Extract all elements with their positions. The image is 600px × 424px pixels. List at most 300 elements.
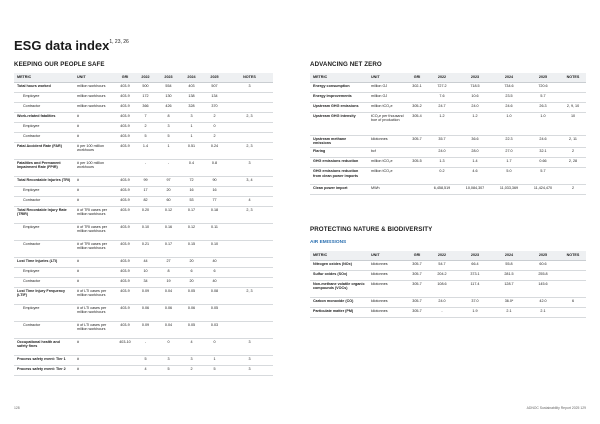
value-cell (560, 92, 586, 102)
value-cell: 507 (203, 82, 226, 92)
value-cell: 0 (203, 338, 226, 355)
value-cell: 6,458,519 (426, 185, 458, 195)
value-cell: 138 (180, 92, 203, 102)
unit-cell: # (74, 112, 116, 122)
value-cell: 145.6 (526, 280, 560, 297)
section-title-people-safe: KEEPING OUR PEOPLE SAFE (14, 61, 105, 68)
value-cell: 373.1 (458, 270, 492, 280)
value-cell: 0.06 (157, 304, 180, 321)
metric-cell: Energy consumption (310, 82, 368, 92)
value-cell: 403-9 (116, 196, 134, 206)
value-cell: 10,084,307 (458, 185, 492, 195)
value-cell: 500 (134, 82, 157, 92)
value-cell: 27 (157, 257, 180, 267)
value-cell: 35.7 (426, 135, 458, 148)
value-cell: 2 (203, 132, 226, 142)
value-cell: 3 (226, 355, 273, 365)
value-cell: 0.04 (157, 287, 180, 304)
metric-cell: GHG emissions reduction (310, 158, 368, 168)
metric-cell: Contractor (14, 132, 74, 142)
value-cell: 0.2 (426, 168, 458, 185)
value-cell: 0.05 (203, 304, 226, 321)
table-row (310, 260, 586, 270)
unit-cell: # (74, 267, 116, 277)
metric-cell: Contractor (14, 277, 74, 287)
value-cell: 0.10 (134, 223, 157, 240)
unit-cell: # (74, 355, 116, 365)
value-cell (560, 82, 586, 92)
value-cell: 0.17 (180, 206, 203, 223)
column-header: UNIT (74, 73, 116, 82)
value-cell: 10.6 (458, 92, 492, 102)
value-cell: 0.12 (180, 223, 203, 240)
value-cell: 305-4 (408, 112, 426, 135)
value-cell: 8 (157, 267, 180, 277)
value-cell: 204.2 (426, 270, 458, 280)
value-cell: 2 (560, 185, 586, 195)
metric-cell: Process safety event: Tier 2 (14, 365, 74, 375)
unit-cell: # per 100 million workhours (74, 142, 116, 159)
table-row (14, 287, 273, 304)
value-cell: 22.3 (492, 135, 526, 148)
column-header: UNIT (368, 73, 408, 82)
value-cell: 0.8 (203, 159, 226, 176)
value-cell: 11,033,369 (492, 185, 526, 195)
value-cell: 0.08 (203, 287, 226, 304)
table-row (310, 112, 586, 135)
table-row (14, 355, 273, 365)
column-header: 2025 (526, 73, 560, 82)
value-cell: 4 (134, 365, 157, 375)
value-cell: 19 (157, 277, 180, 287)
table-row (14, 82, 273, 92)
metric-cell: Contractor (14, 240, 74, 257)
unit-cell: # (74, 176, 116, 186)
value-cell: 1.4 (134, 142, 157, 159)
column-header: 2024 (492, 73, 526, 82)
value-cell (226, 321, 273, 338)
column-header: 2023 (458, 251, 492, 260)
table-row (14, 92, 273, 102)
metric-cell: Fatal Accident Rate (FAR) (14, 142, 74, 159)
table-row (310, 270, 586, 280)
value-cell: 3 (226, 338, 273, 355)
metric-cell: Flaring (310, 148, 368, 158)
subsection-title-air-emissions: AIR EMISSIONS (310, 240, 347, 245)
value-cell (560, 280, 586, 297)
unit-cell: million tCO₂e (368, 102, 408, 112)
section-title-net-zero: ADVANCING NET ZERO (310, 61, 382, 68)
value-cell: 10 (560, 112, 586, 135)
unit-cell: # (74, 338, 116, 355)
value-cell: 0.21 (134, 240, 157, 257)
value-cell: 403-9 (116, 92, 134, 102)
unit-cell: # (74, 257, 116, 267)
table-row (14, 321, 273, 338)
table-row (14, 196, 273, 206)
table-row (14, 277, 273, 287)
unit-cell: kilotonnes (368, 135, 408, 148)
metric-cell: Lost Time Injuries (LTI) (14, 257, 74, 267)
value-cell: 305-7 (408, 260, 426, 270)
table-row (310, 297, 586, 307)
table-row (14, 257, 273, 267)
value-cell: 305-2 (408, 102, 426, 112)
column-header: NOTES (226, 73, 273, 82)
value-cell: 2.1 (526, 307, 560, 317)
value-cell: 16 (203, 186, 226, 196)
value-cell: 5 (203, 365, 226, 375)
value-cell: 403-9 (116, 102, 134, 112)
metric-cell: Contractor (14, 321, 74, 338)
table-row (14, 240, 273, 257)
unit-cell: kilotonnes (368, 297, 408, 307)
value-cell: 720.6 (526, 82, 560, 92)
column-header: NOTES (560, 73, 586, 82)
value-cell: 130 (157, 92, 180, 102)
value-cell: 3, 4 (226, 176, 273, 186)
value-cell: 403-9 (116, 142, 134, 159)
value-cell: - (426, 307, 458, 317)
metric-cell: Employee (14, 122, 74, 132)
value-cell: 0.12 (157, 206, 180, 223)
net-zero-table (310, 73, 586, 195)
unit-cell: # of TRI cases per million workhours (74, 240, 116, 257)
value-cell: - (134, 338, 157, 355)
table-row (310, 135, 586, 148)
table-row (310, 102, 586, 112)
value-cell: 24.0 (426, 297, 458, 307)
value-cell: 5 (134, 355, 157, 365)
value-cell: 403-9 (116, 321, 134, 338)
value-cell: 2, 28 (560, 158, 586, 168)
metric-cell: Total hours worked (14, 82, 74, 92)
value-cell: 403-9 (116, 304, 134, 321)
column-header: 2025 (526, 251, 560, 260)
value-cell (226, 267, 273, 277)
value-cell: 403-9 (116, 176, 134, 186)
value-cell: 403-9 (116, 122, 134, 132)
value-cell: 255.8 (526, 270, 560, 280)
value-cell: 0.16 (157, 223, 180, 240)
value-cell: 20 (180, 277, 203, 287)
value-cell: 1.7 (492, 158, 526, 168)
value-cell: 305-7 (408, 270, 426, 280)
value-cell (226, 240, 273, 257)
metric-cell: Upstream GHG emissions (310, 102, 368, 112)
value-cell: 117.4 (458, 280, 492, 297)
column-header: GRI (116, 73, 134, 82)
people-safety-table (14, 73, 273, 376)
table-row (14, 112, 273, 122)
value-cell: 2 (180, 365, 203, 375)
unit-cell: # (74, 365, 116, 375)
value-cell: 77 (203, 196, 226, 206)
column-header: 2023 (458, 73, 492, 82)
value-cell: 403-9 (116, 112, 134, 122)
value-cell: 1 (180, 132, 203, 142)
value-cell: 403-9 (116, 206, 134, 223)
value-cell: 0.51 (180, 142, 203, 159)
column-header: METRIC (310, 251, 368, 260)
value-cell: 8 (157, 112, 180, 122)
value-cell: 305-7 (408, 307, 426, 317)
value-cell: 3 (226, 82, 273, 92)
value-cell: 6 (180, 267, 203, 277)
metric-cell: Total Recordable Injury Rate (TRIR) (14, 206, 74, 223)
value-cell (226, 102, 273, 112)
value-cell: 305-5 (408, 158, 426, 168)
table-row (14, 304, 273, 321)
value-cell: 0.10 (203, 240, 226, 257)
table-row (14, 102, 273, 112)
value-cell: 0.18 (203, 206, 226, 223)
value-cell: 5 (134, 132, 157, 142)
table-row (14, 206, 273, 223)
value-cell: 554 (157, 82, 180, 92)
unit-cell: # (74, 186, 116, 196)
table-row (310, 168, 586, 185)
value-cell: 328 (180, 102, 203, 112)
unit-cell: # (74, 132, 116, 142)
value-cell: 60.6 (526, 260, 560, 270)
column-header: UNIT (368, 251, 408, 260)
value-cell (408, 168, 426, 185)
value-cell (116, 355, 134, 365)
table-row (310, 148, 586, 158)
unit-cell: kilotonnes (368, 280, 408, 297)
metric-cell: Occupational health and safety fines (14, 338, 74, 355)
value-cell: 34 (134, 277, 157, 287)
value-cell: 403-10 (116, 338, 134, 355)
metric-cell: Non-methane volatile organic compounds (VOCs) (310, 280, 368, 297)
unit-cell: million workhours (74, 92, 116, 102)
value-cell (226, 257, 273, 267)
value-cell: 20 (180, 257, 203, 267)
section-title-nature: PROTECTING NATURE & BIODIVERSITY (310, 226, 433, 233)
value-cell: 1.4 (458, 158, 492, 168)
value-cell: 5.7 (526, 92, 560, 102)
value-cell: 99 (134, 176, 157, 186)
column-header: METRIC (310, 73, 368, 82)
column-header: METRIC (14, 73, 74, 82)
value-cell: 366 (134, 102, 157, 112)
value-cell: 28.0 (458, 148, 492, 158)
unit-cell: bcf (368, 148, 408, 158)
unit-cell: million tCO₂e (368, 168, 408, 185)
value-cell: 1.2 (458, 112, 492, 135)
column-header: 2025 (203, 73, 226, 82)
value-cell: 16 (180, 186, 203, 196)
value-cell: 1 (180, 122, 203, 132)
unit-cell: million GJ (368, 82, 408, 92)
table-row (14, 186, 273, 196)
value-cell: 128.7 (492, 280, 526, 297)
value-cell: 734.6 (492, 82, 526, 92)
value-cell: 281.5 (492, 270, 526, 280)
value-cell: 302-1 (408, 82, 426, 92)
value-cell: 5 (157, 132, 180, 142)
value-cell (116, 159, 134, 176)
value-cell: 0.09 (134, 287, 157, 304)
value-cell (226, 92, 273, 102)
metric-cell: Contractor (14, 102, 74, 112)
value-cell: 1.0 (492, 112, 526, 135)
metric-cell: Upstream methane emissions (310, 135, 368, 148)
table-row (310, 185, 586, 195)
value-cell: 37.0 (458, 297, 492, 307)
unit-cell: million workhours (74, 82, 116, 92)
metric-cell: Employee (14, 92, 74, 102)
unit-cell: # of LTI cases per million workhours (74, 321, 116, 338)
table-row (14, 159, 273, 176)
value-cell: 305-7 (408, 280, 426, 297)
value-cell: 0.06 (134, 304, 157, 321)
table-row (310, 82, 586, 92)
value-cell: 53 (180, 196, 203, 206)
value-cell: 4 (226, 196, 273, 206)
value-cell: 7.6 (426, 92, 458, 102)
column-header: 2022 (426, 251, 458, 260)
value-cell: 0.66 (526, 158, 560, 168)
value-cell (226, 122, 273, 132)
value-cell: 403-9 (116, 277, 134, 287)
value-cell: 2.1 (492, 307, 526, 317)
value-cell: 4.6 (458, 168, 492, 185)
metric-cell: Total Recordable Injuries (TRI) (14, 176, 74, 186)
value-cell: 40 (203, 277, 226, 287)
value-cell: 1.0 (526, 112, 560, 135)
metric-cell: Nitrogen oxides (NOx) (310, 260, 368, 270)
unit-cell: kilotonnes (368, 270, 408, 280)
value-cell: 2, 3 (226, 112, 273, 122)
value-cell: 6 (560, 297, 586, 307)
footer-page-right: ADNOC Sustainability Report 2025 129 (526, 406, 586, 410)
value-cell: 403-9 (116, 240, 134, 257)
value-cell: 0.06 (180, 304, 203, 321)
value-cell: 0.15 (180, 240, 203, 257)
value-cell (560, 168, 586, 185)
value-cell: 2, 3 (226, 287, 273, 304)
table-row (310, 307, 586, 317)
unit-cell: # of LTI cases per million workhours (74, 304, 116, 321)
metric-cell: Employee (14, 186, 74, 196)
metric-cell: Fatalities and Permanent Impairment Rate (FPIR) (14, 159, 74, 176)
value-cell (226, 277, 273, 287)
metric-cell: Clean power import (310, 185, 368, 195)
value-cell: 403-9 (116, 82, 134, 92)
value-cell: 305-7 (408, 297, 426, 307)
value-cell: 27.0 (492, 148, 526, 158)
value-cell: 0.09 (134, 321, 157, 338)
value-cell: 17 (134, 186, 157, 196)
page-title-text: ESG data index (14, 38, 110, 53)
value-cell: 2, 3 (226, 206, 273, 223)
value-cell: 2 (134, 122, 157, 132)
table-row (14, 223, 273, 240)
value-cell: 24.0 (426, 148, 458, 158)
value-cell: 370 (203, 102, 226, 112)
value-cell: 0.03 (203, 321, 226, 338)
value-cell: 403-9 (116, 257, 134, 267)
value-cell: 0.05 (180, 321, 203, 338)
column-header: 2024 (492, 251, 526, 260)
value-cell (226, 223, 273, 240)
unit-cell: kilotonnes (368, 260, 408, 270)
value-cell: 11,424,470 (526, 185, 560, 195)
value-cell (560, 307, 586, 317)
value-cell (408, 92, 426, 102)
unit-cell: million workhours (74, 102, 116, 112)
value-cell (116, 365, 134, 375)
value-cell (560, 260, 586, 270)
value-cell: 60 (157, 196, 180, 206)
value-cell: 0.17 (157, 240, 180, 257)
value-cell: 4 (180, 338, 203, 355)
metric-cell: Employee (14, 304, 74, 321)
column-header: NOTES (560, 251, 586, 260)
value-cell: 0.4 (180, 159, 203, 176)
page-title (14, 38, 129, 53)
value-cell: 82 (134, 196, 157, 206)
unit-cell: million tCO₂e (368, 158, 408, 168)
metric-cell: GHG emissions reduction from clean power imports (310, 168, 368, 185)
value-cell: 403 (180, 82, 203, 92)
metric-cell: Work-related fatalities (14, 112, 74, 122)
value-cell: 66.4 (458, 260, 492, 270)
table-row (14, 267, 273, 277)
value-cell: 42.0 (526, 297, 560, 307)
metric-cell: Employee (14, 223, 74, 240)
value-cell: 7 (134, 112, 157, 122)
unit-cell: million GJ (368, 92, 408, 102)
table-row (14, 142, 273, 159)
unit-cell: # per 100 million workhours (74, 159, 116, 176)
value-cell: - (157, 159, 180, 176)
value-cell: 1.2 (426, 112, 458, 135)
value-cell: 5.0 (492, 168, 526, 185)
value-cell: 403-9 (116, 223, 134, 240)
value-cell: 24.6 (492, 102, 526, 112)
column-header: 2022 (426, 73, 458, 82)
value-cell: 54.7 (426, 260, 458, 270)
unit-cell: kilotonnes (368, 307, 408, 317)
table-row (14, 365, 273, 375)
value-cell: 0.05 (180, 287, 203, 304)
value-cell: - (134, 159, 157, 176)
value-cell (226, 132, 273, 142)
value-cell: 24.7 (426, 102, 458, 112)
value-cell: 718.5 (458, 82, 492, 92)
value-cell: 3 (157, 122, 180, 132)
column-header: GRI (408, 251, 426, 260)
metric-cell: Upstream GHG intensity (310, 112, 368, 135)
value-cell: 0.11 (203, 223, 226, 240)
table-row (14, 338, 273, 355)
value-cell: 1.9 (458, 307, 492, 317)
value-cell: 10 (134, 267, 157, 277)
value-cell: 727.2 (426, 82, 458, 92)
value-cell: 36.0* (492, 297, 526, 307)
metric-cell: Particulate matter (PM) (310, 307, 368, 317)
unit-cell: # of TRI cases per million workhours (74, 206, 116, 223)
value-cell: 90 (203, 176, 226, 186)
unit-cell: # (74, 196, 116, 206)
value-cell: 24.0 (458, 102, 492, 112)
page-title-refs: 1, 23, 26 (109, 39, 129, 45)
unit-cell: tCO₂e per thousand boe of production (368, 112, 408, 135)
value-cell: 6 (203, 267, 226, 277)
